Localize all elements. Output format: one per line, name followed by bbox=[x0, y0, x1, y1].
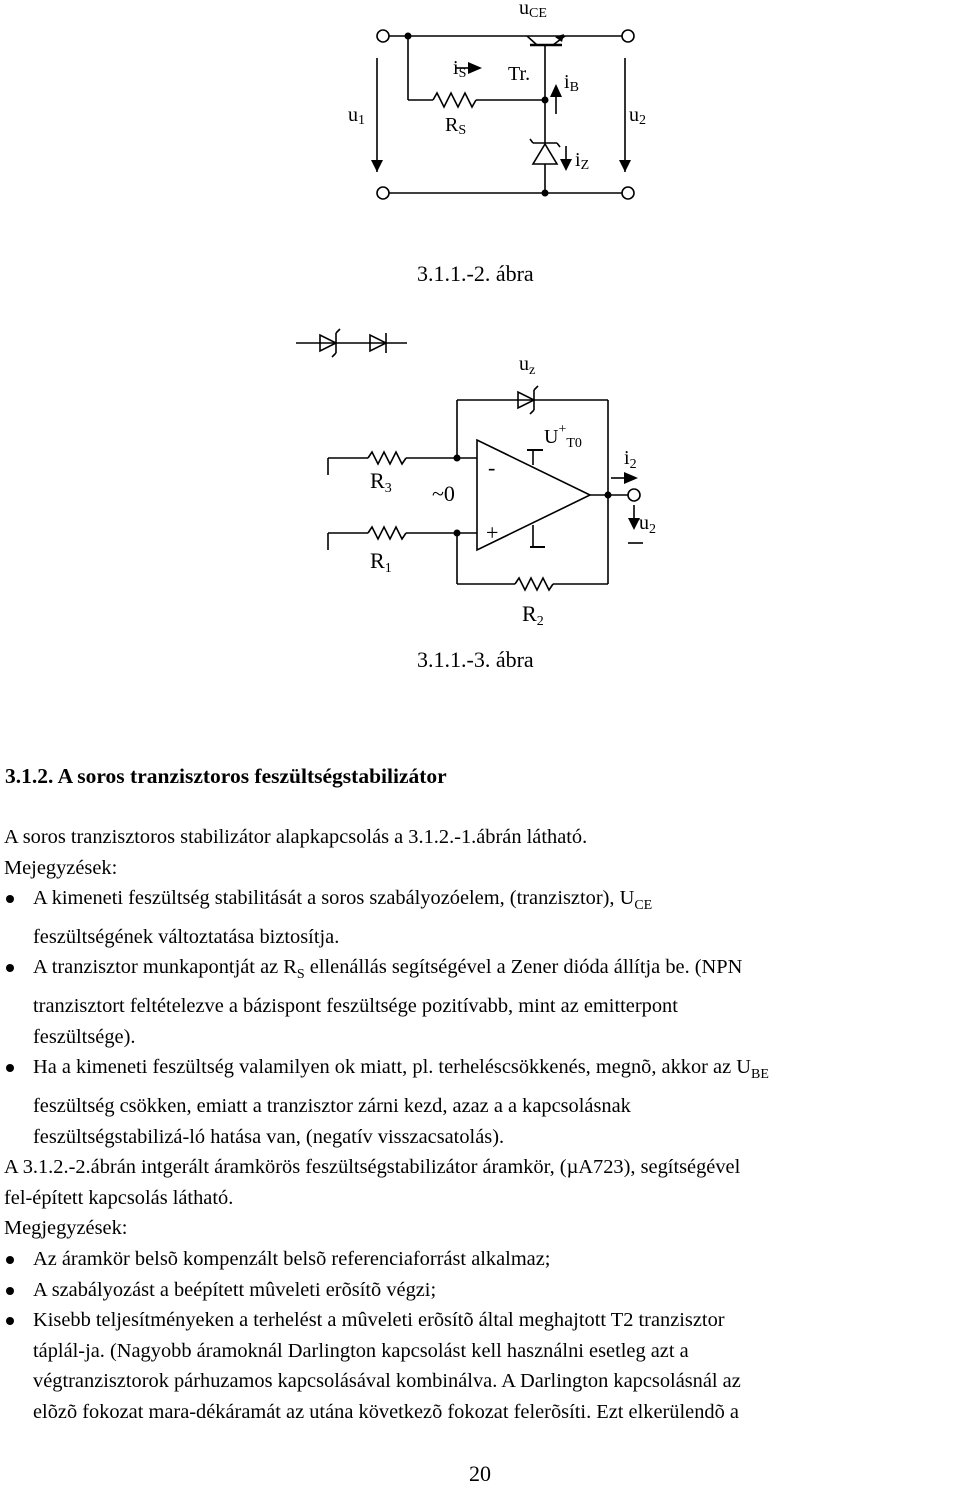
label-transistor: Tr. bbox=[508, 63, 531, 85]
label-u1: u bbox=[348, 104, 358, 126]
section-heading: 3.1.2. A soros tranzisztoros feszültségstabilizátor bbox=[5, 764, 447, 788]
svg-text:U+T0: $U^+_{T0}$ bbox=[544, 422, 582, 451]
svg-text:uz: $u_z$ bbox=[519, 353, 536, 378]
label-r3: R bbox=[370, 468, 385, 493]
label-uz: u bbox=[519, 353, 529, 375]
label-u2: u bbox=[639, 512, 649, 534]
output-terminal bbox=[628, 489, 640, 501]
label-uce: u bbox=[519, 0, 529, 19]
svg-text:uCE: uCE bbox=[519, 0, 547, 21]
input-terminal-bottom bbox=[377, 187, 389, 199]
opamp-minus-label: - bbox=[488, 455, 496, 480]
resistor-r1 bbox=[368, 527, 406, 539]
label-rs: R bbox=[445, 114, 459, 136]
label-ut0: U bbox=[544, 426, 559, 448]
svg-text:RS: RS bbox=[445, 114, 467, 138]
current-arrow-iz bbox=[560, 159, 572, 171]
svg-text:iZ: iZ bbox=[575, 149, 590, 173]
input-terminal-top bbox=[377, 30, 389, 42]
label-r2: R bbox=[522, 601, 537, 626]
svg-text:u2: u2 bbox=[629, 104, 646, 128]
paragraph: A soros tranzisztoros stabilizátor alapkapcsolás a 3.1.2.-1.ábrán látható. bbox=[4, 826, 588, 848]
figure-caption-1: 3.1.1.-2. ábra bbox=[417, 261, 534, 286]
svg-text:R1: R1 bbox=[370, 548, 392, 576]
notes-heading: Megjegyzések: bbox=[4, 1217, 128, 1240]
svg-text:i2: $i_2$ bbox=[624, 447, 637, 472]
current-arrow-ib bbox=[550, 84, 562, 97]
body-text bbox=[4, 822, 956, 1428]
resistor-rs bbox=[433, 93, 476, 107]
page-number: 20 bbox=[469, 1461, 491, 1486]
current-arrow-is bbox=[468, 62, 482, 74]
figure-caption-2: 3.1.1.-3. ábra bbox=[417, 647, 534, 672]
svg-text:u2: $u_2$ bbox=[639, 512, 656, 537]
notes-heading: Mejegyzések: bbox=[4, 856, 118, 879]
svg-text:R3: R3 bbox=[370, 468, 392, 496]
svg-text:R2: R2 bbox=[522, 601, 544, 629]
label-virtual-ground: ~0 bbox=[432, 481, 455, 506]
bullet-item: Ha a kimeneti feszültség valamilyen ok miatt, pl. terheléscsökkenés, megnõ, akkor az $U_{BE}$ feszültség csökken, emiatt a tranzisztor zárni kezd, azaz a a kapcsolásnak feszültségstabilizá-ló hatása van, (negatív visszacsatolás). bbox=[4, 1052, 956, 1152]
output-terminal-top bbox=[622, 30, 634, 42]
bullet-item: A tranzisztor munkapontját az $R_S$ ellenállás segítségével a Zener dióda állítja be. (NPN tranzisztort feltételezve a bázispont feszültsége pozitívabb, mint az emitterpont feszültsége). bbox=[4, 952, 956, 1052]
bullet-item: Az áramkör belsõ kompenzált belsõ referenciaforrást alkalmaz; bbox=[4, 1244, 956, 1275]
label-u2: u bbox=[629, 104, 639, 126]
label-i2: i bbox=[624, 447, 630, 469]
paragraph: fel-épített kapcsolás látható. bbox=[4, 1186, 234, 1209]
label-is: i bbox=[453, 57, 459, 79]
label-r1: R bbox=[370, 548, 385, 573]
bullet-item: A kimeneti feszültség stabilitását a soros szabályozóelem, (tranzisztor), $U_{CE}$ feszültségének változtatása biztosítja. bbox=[4, 883, 956, 952]
figure-opamp-regulator bbox=[0, 315, 960, 635]
paragraph: A 3.1.2.-2.ábrán intgerált áramkörös feszültségstabilizátor áramkör, (µA723), segítségével bbox=[4, 1156, 741, 1179]
resistor-r2 bbox=[515, 578, 553, 590]
label-ib: i bbox=[564, 71, 570, 93]
label-iz: i bbox=[575, 149, 581, 171]
svg-text:u1: u1 bbox=[348, 104, 365, 128]
zener-diode bbox=[533, 144, 557, 164]
resistor-r3 bbox=[368, 452, 406, 464]
bullet-item: Kisebb teljesítményeken a terhelést a mûveleti erõsítõ által meghajtott T2 tranzisztor táplál-ja. (Nagyobb áramoknál Darlington kapcsolást kell használni esetleg azt a végtranzisztorok párhuzamos kapcsolásával kombinálva. A Darlington kapcsolásnál az elõzõ fokozat mara-dékáramát az utána következõ fokozat felerõsíti. Ezt elkerülendõ a bbox=[4, 1305, 956, 1427]
figure-series-regulator bbox=[0, 0, 960, 300]
opamp-plus-label: + bbox=[486, 520, 499, 545]
bullet-item: A szabályozást a beépített mûveleti erõsítõ végzi; bbox=[4, 1275, 956, 1306]
current-arrow-i2 bbox=[624, 472, 638, 484]
output-terminal-bottom bbox=[622, 187, 634, 199]
svg-text:iB: iB bbox=[564, 71, 579, 95]
svg-text:iS: iS bbox=[453, 57, 467, 81]
